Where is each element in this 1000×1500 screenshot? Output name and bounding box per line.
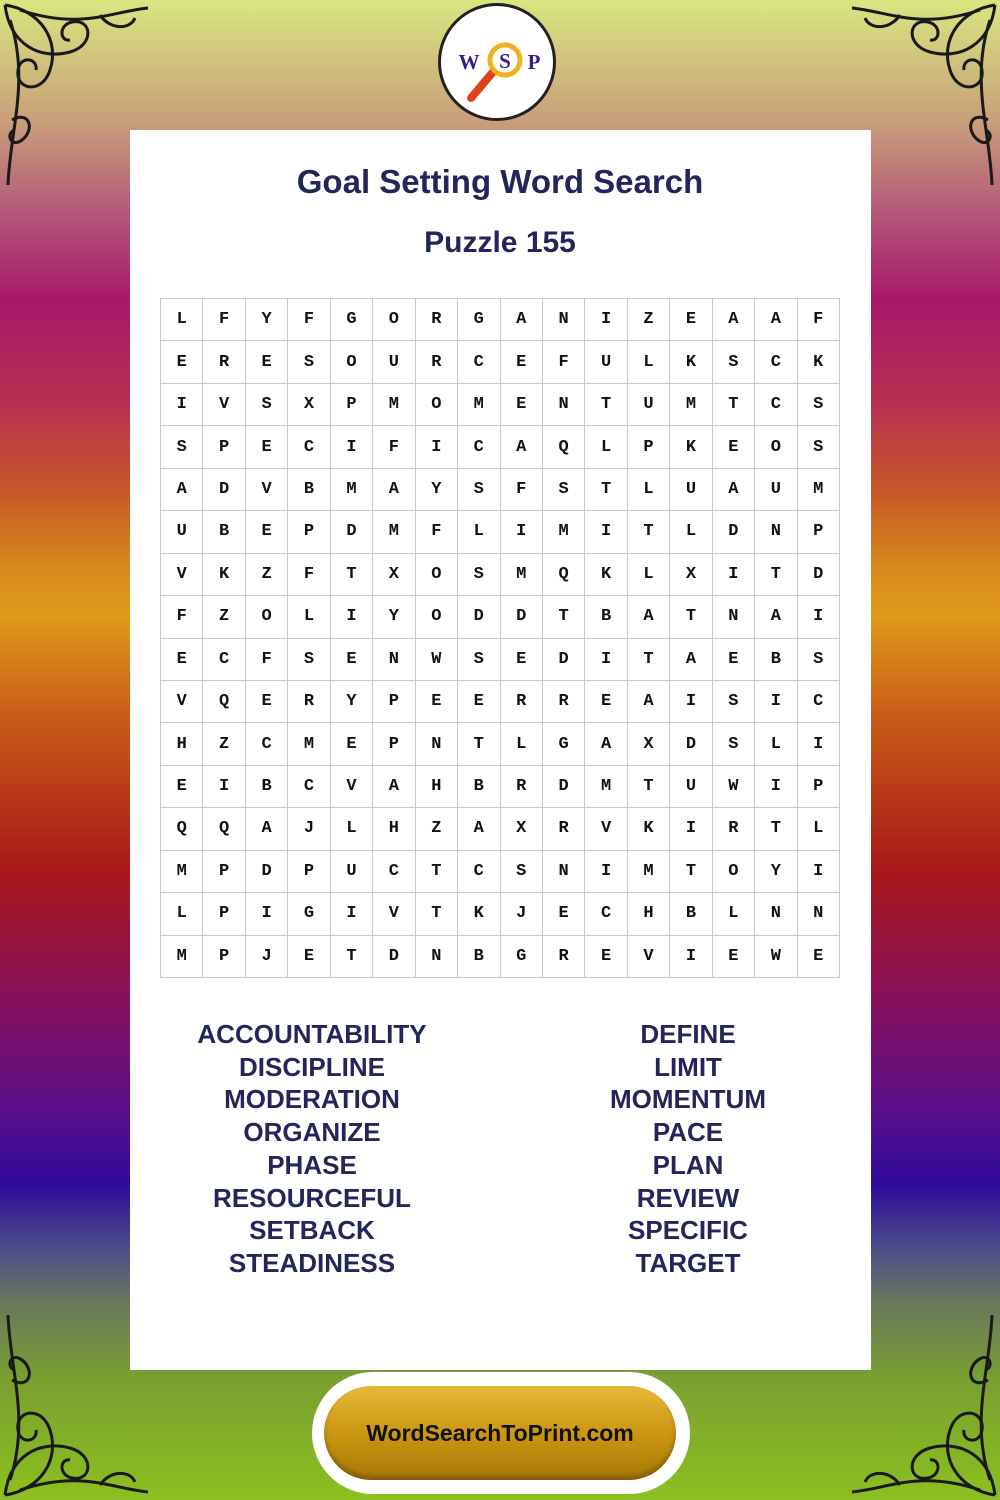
word-list-item: ORGANIZE <box>243 1117 381 1148</box>
grid-cell[interactable]: F <box>288 554 330 596</box>
grid-cell[interactable]: N <box>416 723 458 765</box>
grid-cell[interactable]: T <box>543 596 585 638</box>
grid-cell[interactable]: A <box>755 596 797 638</box>
grid-cell[interactable]: L <box>161 299 203 341</box>
grid-cell[interactable]: R <box>543 936 585 978</box>
grid-cell[interactable]: I <box>585 511 627 553</box>
word-list-left <box>162 1018 462 1280</box>
grid-cell[interactable]: K <box>458 893 500 935</box>
grid-cell[interactable]: E <box>246 511 288 553</box>
grid-cell[interactable]: M <box>628 851 670 893</box>
grid-cell[interactable]: P <box>373 723 415 765</box>
grid-cell[interactable]: O <box>755 426 797 468</box>
grid-cell[interactable]: E <box>161 766 203 808</box>
grid-cell[interactable]: R <box>543 681 585 723</box>
grid-cell[interactable]: V <box>246 469 288 511</box>
grid-cell[interactable]: V <box>161 681 203 723</box>
grid-cell[interactable]: A <box>713 299 755 341</box>
word-list-item: REVIEW <box>636 1182 740 1213</box>
grid-cell[interactable]: V <box>161 554 203 596</box>
grid-cell[interactable]: I <box>416 426 458 468</box>
grid-cell[interactable]: B <box>585 596 627 638</box>
grid-cell[interactable]: D <box>373 936 415 978</box>
grid-cell[interactable]: A <box>755 299 797 341</box>
grid-cell[interactable]: T <box>585 469 627 511</box>
grid-cell[interactable]: S <box>713 681 755 723</box>
grid-cell[interactable]: S <box>288 341 330 383</box>
word-list-item: TARGET <box>635 1247 741 1278</box>
grid-cell[interactable]: F <box>501 469 543 511</box>
grid-cell[interactable]: D <box>713 511 755 553</box>
word-list-item: SETBACK <box>249 1215 375 1246</box>
grid-cell[interactable]: P <box>373 681 415 723</box>
grid-cell[interactable]: M <box>373 384 415 426</box>
grid-cell[interactable]: A <box>628 596 670 638</box>
grid-cell[interactable]: P <box>798 766 840 808</box>
grid-cell[interactable]: K <box>203 554 245 596</box>
grid-cell[interactable]: P <box>288 851 330 893</box>
grid-cell[interactable]: D <box>798 554 840 596</box>
grid-cell[interactable]: T <box>755 554 797 596</box>
grid-cell[interactable]: U <box>670 766 712 808</box>
grid-cell[interactable]: W <box>713 766 755 808</box>
word-list-item: PACE <box>652 1117 724 1148</box>
grid-cell[interactable]: B <box>755 639 797 681</box>
grid-cell[interactable]: Y <box>373 596 415 638</box>
grid-cell[interactable]: Y <box>755 851 797 893</box>
grid-cell[interactable]: T <box>628 511 670 553</box>
page-title: Goal Setting Word Search <box>296 163 704 200</box>
grid-cell[interactable]: C <box>798 681 840 723</box>
grid-cell[interactable]: S <box>713 723 755 765</box>
word-list-item: SPECIFIC <box>628 1215 748 1246</box>
grid-cell[interactable]: A <box>670 639 712 681</box>
grid-cell[interactable]: N <box>543 299 585 341</box>
grid-cell[interactable]: R <box>203 341 245 383</box>
grid-cell[interactable]: I <box>755 766 797 808</box>
grid-cell[interactable]: T <box>416 893 458 935</box>
word-list-item: STEADINESS <box>228 1247 396 1278</box>
grid-cell[interactable]: S <box>246 384 288 426</box>
grid-cell[interactable]: G <box>458 299 500 341</box>
grid-cell[interactable]: J <box>288 808 330 850</box>
grid-cell[interactable]: M <box>798 469 840 511</box>
grid-cell[interactable]: S <box>798 384 840 426</box>
grid-cell[interactable]: A <box>713 469 755 511</box>
grid-cell[interactable]: S <box>798 639 840 681</box>
word-list-item: PLAN <box>652 1149 724 1180</box>
grid-cell[interactable]: S <box>458 639 500 681</box>
word-list-item: LIMIT <box>654 1051 722 1082</box>
grid-cell[interactable]: W <box>755 936 797 978</box>
grid-cell[interactable]: V <box>585 808 627 850</box>
grid-cell[interactable]: S <box>713 341 755 383</box>
grid-cell[interactable]: I <box>161 384 203 426</box>
grid-cell[interactable]: G <box>543 723 585 765</box>
grid-cell[interactable]: I <box>246 893 288 935</box>
grid-cell[interactable]: L <box>755 723 797 765</box>
grid-cell[interactable]: E <box>713 426 755 468</box>
word-list-item: DISCIPLINE <box>239 1051 385 1082</box>
grid-cell[interactable]: R <box>713 808 755 850</box>
grid-cell[interactable]: T <box>755 808 797 850</box>
grid-cell[interactable]: E <box>585 681 627 723</box>
grid-cell[interactable]: I <box>798 596 840 638</box>
grid-cell[interactable]: S <box>161 426 203 468</box>
grid-cell[interactable]: I <box>585 639 627 681</box>
grid-cell[interactable]: E <box>585 936 627 978</box>
grid-cell[interactable]: F <box>543 341 585 383</box>
grid-cell[interactable]: O <box>373 299 415 341</box>
grid-cell[interactable]: M <box>161 851 203 893</box>
grid-cell[interactable]: S <box>458 554 500 596</box>
grid-cell[interactable]: B <box>288 469 330 511</box>
grid-cell[interactable]: L <box>161 893 203 935</box>
corner-ornament-top-right <box>850 0 1000 190</box>
grid-cell[interactable]: G <box>331 299 373 341</box>
word-list-right <box>538 1018 838 1280</box>
grid-cell[interactable]: H <box>373 808 415 850</box>
grid-cell[interactable]: T <box>585 384 627 426</box>
grid-cell[interactable]: M <box>585 766 627 808</box>
grid-cell[interactable]: M <box>288 723 330 765</box>
grid-cell[interactable]: U <box>628 384 670 426</box>
grid-cell[interactable]: Z <box>416 808 458 850</box>
word-list-item: ACCOUNTABILITY <box>197 1019 427 1049</box>
grid-cell[interactable]: M <box>373 511 415 553</box>
grid-cell[interactable]: Y <box>416 469 458 511</box>
grid-cell[interactable]: D <box>246 851 288 893</box>
grid-cell[interactable]: F <box>246 639 288 681</box>
grid-cell[interactable]: S <box>501 851 543 893</box>
grid-cell[interactable]: N <box>543 851 585 893</box>
grid-cell[interactable]: T <box>331 936 373 978</box>
grid-cell[interactable]: P <box>203 893 245 935</box>
grid-cell[interactable]: X <box>501 808 543 850</box>
grid-cell[interactable]: E <box>713 639 755 681</box>
grid-cell[interactable]: E <box>501 384 543 426</box>
grid-cell[interactable]: K <box>585 554 627 596</box>
grid-cell[interactable]: Z <box>246 554 288 596</box>
grid-cell[interactable]: F <box>288 299 330 341</box>
grid-cell[interactable]: U <box>755 469 797 511</box>
grid-cell[interactable]: D <box>501 596 543 638</box>
grid-cell[interactable]: P <box>331 384 373 426</box>
corner-ornament-top-left <box>0 0 150 190</box>
grid-cell[interactable]: O <box>331 341 373 383</box>
grid-cell[interactable]: O <box>416 384 458 426</box>
grid-cell[interactable]: I <box>331 596 373 638</box>
grid-cell[interactable]: P <box>628 426 670 468</box>
grid-cell[interactable]: T <box>628 639 670 681</box>
logo-letter-s: S <box>499 49 511 73</box>
grid-cell[interactable]: P <box>203 426 245 468</box>
grid-cell[interactable]: Z <box>628 299 670 341</box>
grid-cell[interactable]: A <box>161 469 203 511</box>
grid-cell[interactable]: Q <box>203 681 245 723</box>
grid-cell[interactable]: K <box>670 426 712 468</box>
grid-cell[interactable]: C <box>585 893 627 935</box>
grid-cell[interactable]: L <box>670 511 712 553</box>
grid-cell[interactable]: C <box>288 426 330 468</box>
grid-cell[interactable]: S <box>798 426 840 468</box>
word-list-item: RESOURCEFUL <box>213 1182 411 1213</box>
grid-cell[interactable]: Z <box>203 723 245 765</box>
logo-letter-p: P <box>527 50 541 74</box>
grid-cell[interactable]: E <box>246 341 288 383</box>
grid-cell[interactable]: E <box>458 681 500 723</box>
grid-cell[interactable]: Y <box>331 681 373 723</box>
letter-grid <box>160 298 840 978</box>
grid-cell[interactable]: C <box>458 341 500 383</box>
grid-cell[interactable]: E <box>246 681 288 723</box>
logo-letter-w: W <box>458 50 480 74</box>
grid-cell[interactable]: I <box>798 723 840 765</box>
grid-cell[interactable]: P <box>203 936 245 978</box>
grid-cell[interactable]: P <box>288 511 330 553</box>
grid-cell[interactable]: I <box>670 808 712 850</box>
grid-cell[interactable]: V <box>628 936 670 978</box>
grid-cell[interactable]: J <box>501 893 543 935</box>
grid-cell[interactable]: B <box>203 511 245 553</box>
grid-cell[interactable]: U <box>373 341 415 383</box>
grid-cell[interactable]: I <box>713 554 755 596</box>
grid-cell[interactable]: R <box>543 808 585 850</box>
grid-cell[interactable]: U <box>670 469 712 511</box>
grid-cell[interactable]: O <box>416 596 458 638</box>
grid-cell[interactable]: L <box>585 426 627 468</box>
grid-cell[interactable]: C <box>203 639 245 681</box>
grid-cell[interactable]: L <box>628 554 670 596</box>
grid-cell[interactable]: R <box>416 341 458 383</box>
grid-cell[interactable]: U <box>585 341 627 383</box>
grid-cell[interactable]: T <box>670 851 712 893</box>
grid-cell[interactable]: N <box>543 384 585 426</box>
word-list-item: PHASE <box>267 1149 357 1180</box>
grid-cell[interactable]: M <box>501 554 543 596</box>
grid-cell[interactable]: A <box>373 766 415 808</box>
magnifier-handle <box>471 72 493 98</box>
wsp-logo[interactable] <box>438 3 556 121</box>
grid-cell[interactable]: D <box>458 596 500 638</box>
grid-cell[interactable]: K <box>628 808 670 850</box>
grid-cell[interactable]: O <box>416 554 458 596</box>
grid-cell[interactable]: Q <box>161 808 203 850</box>
grid-cell[interactable]: C <box>288 766 330 808</box>
grid-cell[interactable]: W <box>416 639 458 681</box>
grid-cell[interactable]: D <box>203 469 245 511</box>
grid-cell[interactable]: R <box>416 299 458 341</box>
grid-cell[interactable]: N <box>798 893 840 935</box>
grid-cell[interactable]: G <box>501 936 543 978</box>
word-list-item: DEFINE <box>640 1019 736 1049</box>
grid-cell[interactable]: V <box>331 766 373 808</box>
grid-cell[interactable]: L <box>458 511 500 553</box>
grid-cell[interactable]: A <box>246 808 288 850</box>
grid-cell[interactable]: S <box>543 469 585 511</box>
grid-cell[interactable]: R <box>288 681 330 723</box>
grid-cell[interactable]: B <box>458 766 500 808</box>
grid-cell[interactable]: E <box>501 341 543 383</box>
grid-cell[interactable]: M <box>670 384 712 426</box>
grid-cell[interactable]: A <box>628 681 670 723</box>
grid-cell[interactable]: N <box>416 936 458 978</box>
grid-cell[interactable]: M <box>458 384 500 426</box>
grid-cell[interactable]: E <box>501 639 543 681</box>
corner-ornament-bottom-right <box>850 1310 1000 1500</box>
grid-cell[interactable]: C <box>246 723 288 765</box>
grid-cell[interactable]: K <box>798 341 840 383</box>
grid-cell[interactable]: E <box>331 723 373 765</box>
grid-cell[interactable]: I <box>331 426 373 468</box>
grid-cell[interactable]: C <box>458 851 500 893</box>
grid-cell[interactable]: T <box>331 554 373 596</box>
grid-cell[interactable]: Q <box>543 554 585 596</box>
grid-cell[interactable]: O <box>713 851 755 893</box>
grid-cell[interactable]: S <box>458 469 500 511</box>
grid-cell[interactable]: S <box>288 639 330 681</box>
grid-cell[interactable]: K <box>670 341 712 383</box>
grid-cell[interactable]: I <box>670 681 712 723</box>
grid-cell[interactable]: V <box>203 384 245 426</box>
grid-cell[interactable]: Q <box>203 808 245 850</box>
grid-cell[interactable]: I <box>585 851 627 893</box>
grid-cell[interactable]: C <box>755 341 797 383</box>
grid-cell[interactable]: H <box>628 893 670 935</box>
grid-cell[interactable]: X <box>628 723 670 765</box>
grid-cell[interactable]: L <box>288 596 330 638</box>
grid-cell[interactable]: D <box>543 639 585 681</box>
grid-cell[interactable]: N <box>755 893 797 935</box>
grid-cell[interactable]: E <box>288 936 330 978</box>
grid-cell[interactable]: E <box>543 893 585 935</box>
word-list-item: MODERATION <box>224 1084 400 1115</box>
grid-cell[interactable]: E <box>670 299 712 341</box>
grid-cell[interactable]: N <box>373 639 415 681</box>
website-link-button[interactable]: WordSearchToPrint.com <box>324 1386 676 1480</box>
grid-cell[interactable]: N <box>755 511 797 553</box>
grid-cell[interactable]: L <box>798 808 840 850</box>
grid-cell[interactable]: T <box>628 766 670 808</box>
grid-cell[interactable]: X <box>288 384 330 426</box>
grid-cell[interactable]: L <box>628 341 670 383</box>
grid-cell[interactable]: Y <box>246 299 288 341</box>
grid-cell[interactable]: M <box>331 469 373 511</box>
grid-cell[interactable]: A <box>501 426 543 468</box>
grid-cell[interactable]: E <box>416 681 458 723</box>
grid-cell[interactable]: T <box>416 851 458 893</box>
grid-cell[interactable]: M <box>161 936 203 978</box>
corner-ornament-bottom-left <box>0 1310 150 1500</box>
grid-cell[interactable]: E <box>798 936 840 978</box>
grid-cell[interactable]: T <box>458 723 500 765</box>
grid-cell[interactable]: Z <box>203 596 245 638</box>
grid-cell[interactable]: H <box>161 723 203 765</box>
grid-cell[interactable]: D <box>331 511 373 553</box>
grid-cell[interactable]: E <box>161 341 203 383</box>
grid-cell[interactable]: B <box>246 766 288 808</box>
grid-cell[interactable]: F <box>416 511 458 553</box>
grid-cell[interactable]: B <box>458 936 500 978</box>
grid-cell[interactable]: C <box>373 851 415 893</box>
grid-cell[interactable]: C <box>458 426 500 468</box>
grid-cell[interactable]: Q <box>543 426 585 468</box>
grid-cell[interactable]: F <box>798 299 840 341</box>
grid-cell[interactable]: L <box>713 893 755 935</box>
grid-cell[interactable]: U <box>331 851 373 893</box>
grid-cell[interactable]: R <box>501 681 543 723</box>
grid-cell[interactable]: I <box>670 936 712 978</box>
grid-cell[interactable]: M <box>543 511 585 553</box>
grid-cell[interactable]: A <box>585 723 627 765</box>
grid-cell[interactable]: I <box>203 766 245 808</box>
grid-cell[interactable]: I <box>798 851 840 893</box>
grid-cell[interactable]: I <box>755 681 797 723</box>
grid-cell[interactable]: D <box>670 723 712 765</box>
grid-cell[interactable]: P <box>798 511 840 553</box>
grid-cell[interactable]: B <box>670 893 712 935</box>
grid-cell[interactable]: E <box>713 936 755 978</box>
grid-cell[interactable]: R <box>501 766 543 808</box>
grid-cell[interactable]: L <box>331 808 373 850</box>
grid-cell[interactable]: O <box>246 596 288 638</box>
grid-cell[interactable]: H <box>416 766 458 808</box>
grid-cell[interactable]: X <box>670 554 712 596</box>
grid-cell[interactable]: E <box>246 426 288 468</box>
grid-cell[interactable]: F <box>373 426 415 468</box>
grid-cell[interactable]: P <box>203 851 245 893</box>
grid-cell[interactable]: N <box>713 596 755 638</box>
grid-cell[interactable]: V <box>373 893 415 935</box>
grid-cell[interactable]: E <box>331 639 373 681</box>
grid-cell[interactable]: A <box>373 469 415 511</box>
grid-cell[interactable]: C <box>755 384 797 426</box>
grid-cell[interactable]: I <box>585 299 627 341</box>
grid-cell[interactable]: I <box>501 511 543 553</box>
grid-cell[interactable]: E <box>161 639 203 681</box>
grid-cell[interactable]: F <box>203 299 245 341</box>
grid-cell[interactable]: T <box>670 596 712 638</box>
puzzle-number: Puzzle 155 <box>424 226 576 259</box>
grid-cell[interactable]: T <box>713 384 755 426</box>
grid-cell[interactable]: L <box>501 723 543 765</box>
grid-cell[interactable]: G <box>288 893 330 935</box>
grid-cell[interactable]: F <box>161 596 203 638</box>
grid-cell[interactable]: A <box>458 808 500 850</box>
grid-cell[interactable]: X <box>373 554 415 596</box>
word-list-item: MOMENTUM <box>610 1084 766 1115</box>
grid-cell[interactable]: A <box>501 299 543 341</box>
grid-cell[interactable]: I <box>331 893 373 935</box>
grid-cell[interactable]: U <box>161 511 203 553</box>
grid-cell[interactable]: J <box>246 936 288 978</box>
grid-cell[interactable]: L <box>628 469 670 511</box>
grid-cell[interactable]: D <box>543 766 585 808</box>
